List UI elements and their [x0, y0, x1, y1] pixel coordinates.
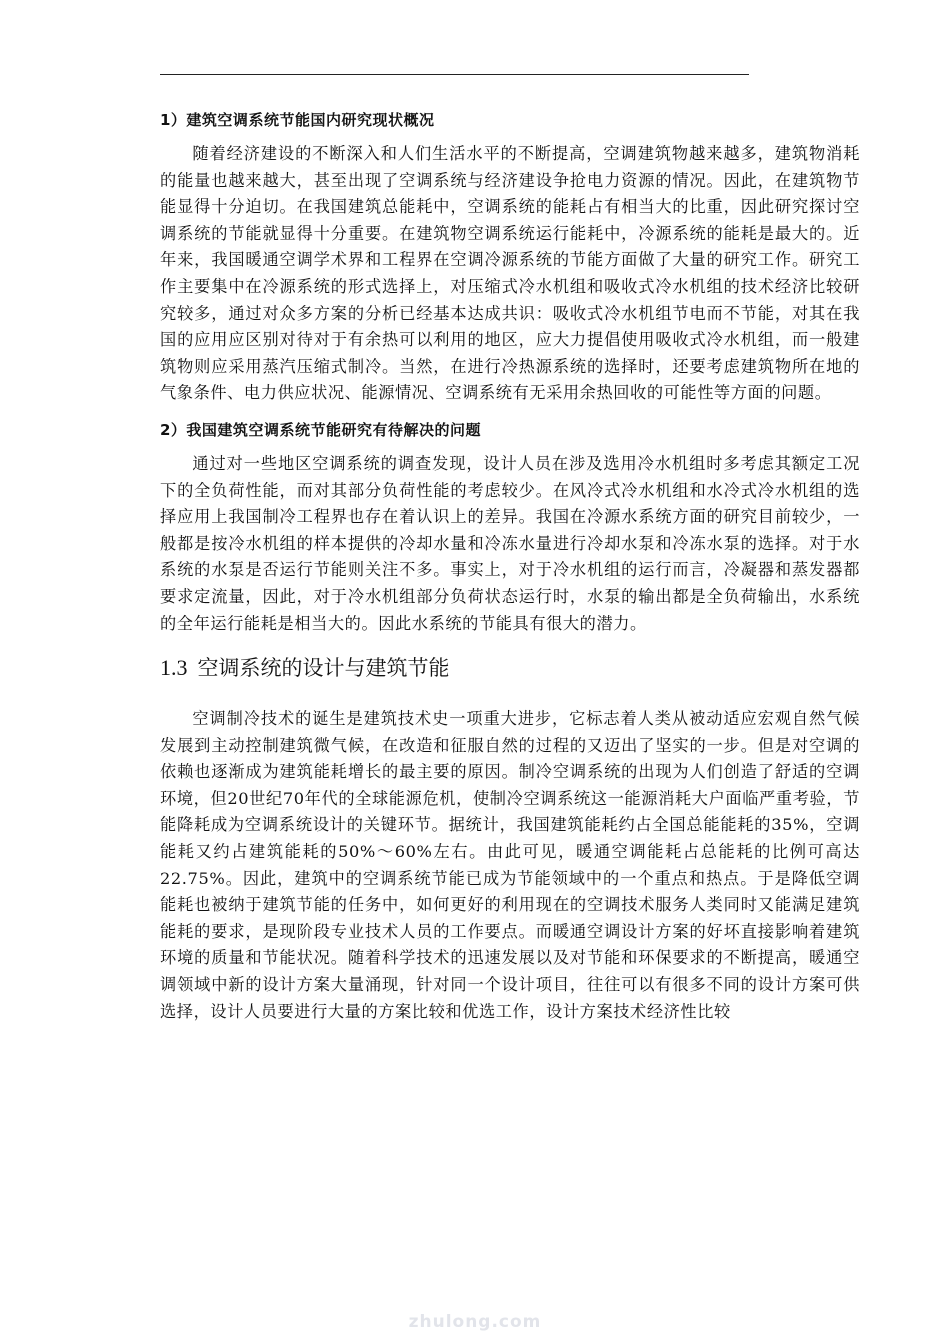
paragraph-3: 空调制冷技术的诞生是建筑技术史一项重大进步，它标志着人类从被动适应宏观自然气候发展到主动控制建筑微气候，在改造和征服自然的过程的又迈出了坚实的一步。但是对空调的依赖也逐渐成为建筑能耗增长的最主要的原因。制冷空调系统的出现为人们创造了舒适的空调环境，但20世纪70年代的全球能源危机，使制冷空调系统这一能源消耗大户面临严重考验，节能降耗成为空调系统设计的关键环节。据统计，我国建筑能耗约占全国总能能耗的35%，空调能耗又约占建筑能耗的50%～60%左右。由此可见，暖通空调能耗占总能耗的比例可高达22.75%。因此，建筑中的空调系统节能已成为节能领域中的一个重点和热点。于是降低空调能耗也被纳于建筑节能的任务中，如何更好的利用现在的空调技术服务人类同时又能满足建筑能耗的要求，是现阶段专业技术人员的工作要点。而暖通空调设计方案的好坏直接影响着建筑环境的质量和节能状况。随着科学技术的迅速发展以及对节能和环保要求的不断提高，暖通空调领域中新的设计方案大量涌现，针对同一个设计项目，往往可以有很多不同的设计方案可供选择，设计人员要进行大量的方案比较和优选工作，设计方案技术经济性比较 — [160, 709, 860, 1021]
document-body — [160, 110, 860, 1025]
section-number: 1.3 — [160, 655, 188, 681]
paragraph-1: 随着经济建设的不断深入和人们生活水平的不断提高，空调建筑物越来越多，建筑物消耗的能量也越来越大，甚至出现了空调系统与经济建设争抢电力资源的情况。因此，在建筑物节能显得十分迫切。在我国建筑总能耗中，空调系统的能耗占有相当大的比重，因此研究探讨空调系统的节能就显得十分重要。在建筑物空调系统运行能耗中，冷源系统的能耗是最大的。近年来，我国暖通空调学术界和工程界在空调冷源系统的节能方面做了大量的研究工作。研究工作主要集中在冷源系统的形式选择上，对压缩式冷水机组和吸收式冷水机组的技术经济比较研究较多，通过对众多方案的分析已经基本达成共识：吸收式冷水机组节电而不节能，对其在我国的应用应区别对待对于有余热可以利用的地区，应大力提倡使用吸收式冷水机组，而一般建筑物则应采用蒸汽压缩式制冷。当然，在进行冷热源系统的选择时，还要考虑建筑物所在地的气象条件、电力供应状况、能源情况、空调系统有无采用余热回收的可能性等方面的问题。 — [160, 144, 860, 403]
subsection-heading-1: 1）建筑空调系统节能国内研究现状概况 — [160, 111, 435, 129]
header-rule — [160, 74, 749, 75]
paragraph-2: 通过对一些地区空调系统的调查发现，设计人员在涉及选用冷水机组时多考虑其额定工况下的全负荷性能，而对其部分负荷性能的考虑较少。在风冷式冷水机组和水冷式冷水机组的选择应用上我国制冷工程界也存在着认识上的差异。我国在冷源水系统方面的研究目前较少，一般都是按冷水机组的样本提供的冷却水量和冷冻水量进行冷却水泵和冷冻水泵的选择。对于水系统的水泵是否运行节能则关注不多。事实上，对于冷水机组的运行而言，冷凝器和蒸发器都要求定流量，因此，对于冷水机组部分负荷状态运行时，水泵的输出都是全负荷输出，水系统的全年运行能耗是相当大的。因此水系统的节能具有很大的潜力。 — [160, 453, 860, 633]
watermark: zhulong.com — [408, 1312, 542, 1332]
section-title: 空调系统的设计与建筑节能 — [197, 656, 450, 681]
subsection-heading-2: 2）我国建筑空调系统节能研究有待解决的问题 — [160, 420, 481, 439]
section-heading — [160, 653, 860, 684]
